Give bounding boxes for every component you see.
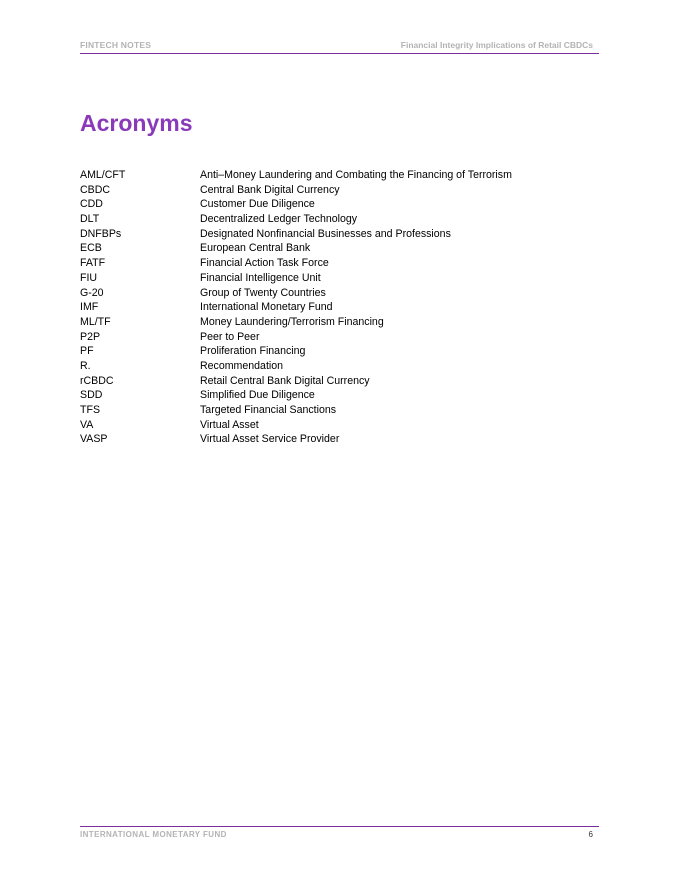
acronym-row: [80, 183, 580, 198]
acronym-definition: Targeted Financial Sanctions: [200, 404, 337, 416]
acronym-row: [80, 388, 580, 403]
acronym-term: VA: [80, 418, 94, 431]
acronym-row: [80, 418, 580, 433]
acronym-definition: Proliferation Financing: [200, 345, 306, 358]
acronym-definition: European Central Bank: [200, 242, 311, 255]
acronym-definition: Simplified Due Diligence: [200, 389, 315, 402]
page-footer: [80, 826, 599, 841]
acronym-definition: Customer Due Diligence: [200, 198, 315, 211]
acronym-term: AML/CFT: [80, 169, 126, 181]
acronym-term: FATF: [80, 257, 106, 270]
acronym-term: ML/TF: [80, 315, 111, 328]
acronym-term: CBDC: [80, 183, 111, 196]
header-series-label: FINTECH NOTES: [80, 40, 152, 50]
acronym-term: TFS: [80, 404, 101, 416]
acronym-row: [80, 403, 580, 418]
acronym-term: rCBDC: [80, 374, 114, 387]
acronym-term: DLT: [80, 213, 100, 226]
acronym-row: [80, 374, 580, 389]
acronym-term: PF: [80, 345, 94, 358]
acronym-definition: Central Bank Digital Currency: [200, 183, 340, 196]
acronym-term: R.: [80, 359, 91, 372]
acronym-term: CDD: [80, 198, 103, 211]
acronym-definition: Anti–Money Laundering and Combating the Financing of Terrorism: [200, 169, 512, 181]
acronym-definition: Peer to Peer: [200, 330, 260, 343]
acronym-term: FIU: [80, 271, 98, 284]
acronym-definition: Money Laundering/Terrorism Financing: [200, 315, 384, 328]
page-title: Acronyms: [80, 110, 193, 136]
acronym-row: [80, 241, 580, 256]
footer-publisher: INTERNATIONAL MONETARY FUND: [80, 830, 227, 839]
acronym-row: [80, 330, 580, 345]
acronym-row: [80, 315, 580, 330]
acronym-row: [80, 197, 580, 212]
acronym-term: P2P: [80, 330, 101, 343]
acronym-definition: Financial Action Task Force: [200, 257, 329, 270]
acronym-row: [80, 300, 580, 315]
acronym-definition: Recommendation: [200, 359, 284, 372]
page-number: 6: [588, 830, 593, 839]
acronym-term: G-20: [80, 286, 104, 299]
acronym-row: [80, 432, 580, 447]
acronym-term: DNFBPs: [80, 227, 122, 240]
acronym-term: SDD: [80, 389, 103, 402]
acronym-row: [80, 168, 580, 183]
acronym-row: [80, 227, 580, 242]
acronym-definition: International Monetary Fund: [200, 301, 333, 314]
acronym-row: [80, 212, 580, 227]
acronym-term: VASP: [80, 433, 108, 446]
acronym-definition: Virtual Asset: [200, 418, 259, 431]
acronym-definition: Virtual Asset Service Provider: [200, 433, 340, 446]
acronym-definition: Designated Nonfinancial Businesses and Professions: [200, 227, 451, 240]
acronym-row: [80, 286, 580, 301]
acronym-row: [80, 256, 580, 271]
acronym-definition: Financial Intelligence Unit: [200, 271, 321, 284]
acronym-row: [80, 359, 580, 374]
page-header: [80, 39, 599, 54]
acronym-term: ECB: [80, 242, 102, 255]
acronym-definition: Retail Central Bank Digital Currency: [200, 374, 370, 387]
acronym-term: IMF: [80, 301, 99, 314]
header-document-title: Financial Integrity Implications of Retail CBDCs: [400, 40, 593, 50]
acronym-row: [80, 271, 580, 286]
acronym-row: [80, 344, 580, 359]
acronym-definition: Group of Twenty Countries: [200, 286, 326, 299]
acronym-definition: Decentralized Ledger Technology: [200, 213, 358, 226]
acronym-list: [80, 168, 580, 447]
